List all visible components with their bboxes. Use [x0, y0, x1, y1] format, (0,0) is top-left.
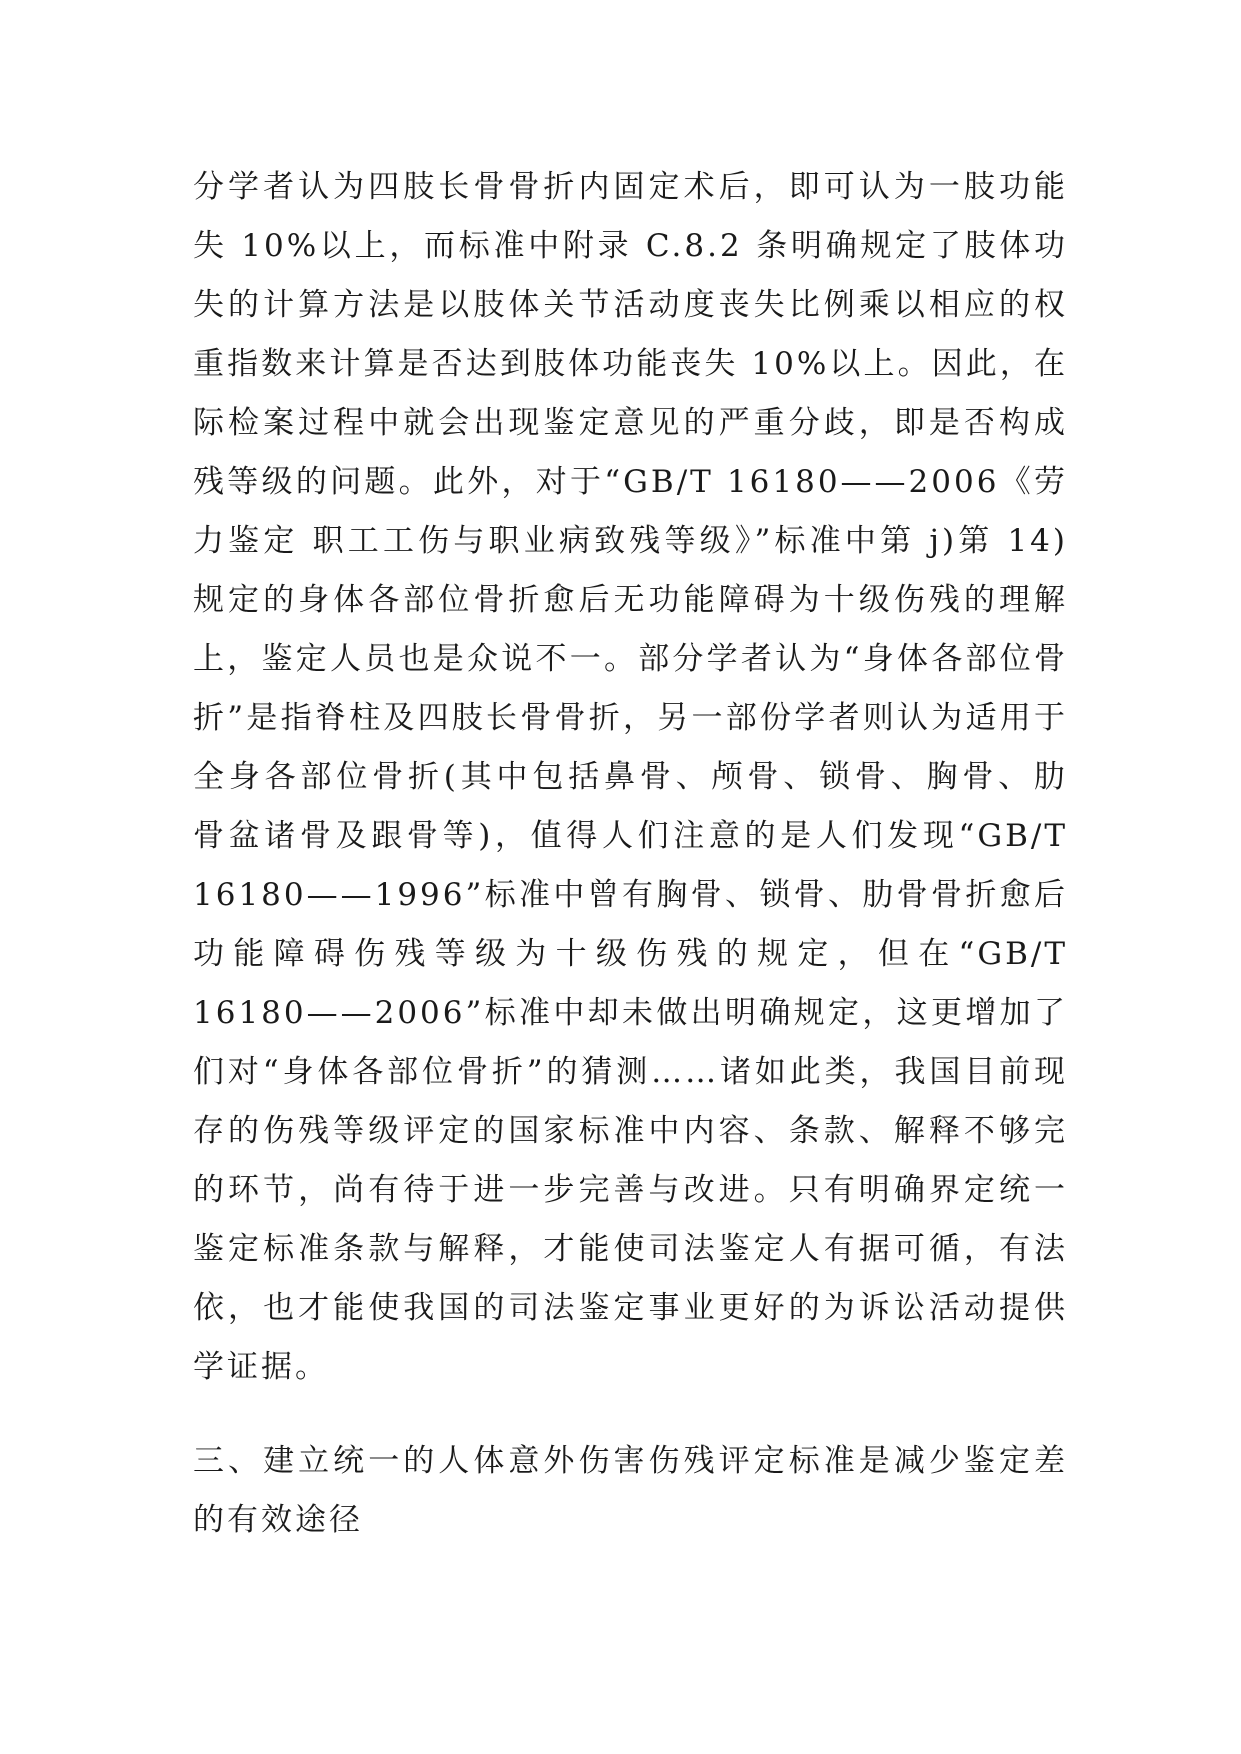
paragraph-line: 重指数来计算是否达到肢体功能丧失 10%以上。因此，在: [193, 346, 1068, 382]
paragraph-line: 失 10%以上，而标准中附录 C.8.2 条明确规定了肢体功: [193, 228, 1068, 264]
paragraph-line: 际检案过程中就会出现鉴定意见的严重分歧，即是否构成: [193, 405, 1068, 441]
heading-line-last: 的有效途径: [193, 1502, 363, 1538]
section-heading: [193, 1432, 1068, 1550]
paragraph-line: 分学者认为四肢长骨骨折内固定术后，即可认为一肢功能: [193, 169, 1068, 205]
paragraph-line: 失的计算方法是以肢体关节活动度丧失比例乘以相应的权: [193, 287, 1068, 323]
paragraph-line-last: 学证据。: [193, 1349, 329, 1385]
paragraph-line: 鉴定标准条款与解释，才能使司法鉴定人有据可循，有法: [193, 1231, 1068, 1267]
paragraph-line: 存的伤残等级评定的国家标准中内容、条款、解释不够完: [193, 1113, 1068, 1149]
paragraph-line: 功能障碍伤残等级为十级伤残的规定，但在“GB/T: [193, 936, 1068, 972]
paragraph-line: 16180——2006”标准中却未做出明确规定，这更增加了: [193, 995, 1068, 1031]
paragraph-line: 的环节，尚有待于进一步完善与改进。只有明确界定统一: [193, 1172, 1068, 1208]
paragraph-line: 规定的身体各部位骨折愈后无功能障碍为十级伤残的理解: [193, 582, 1068, 618]
paragraph-line: 上，鉴定人员也是众说不一。部分学者认为“身体各部位骨: [193, 641, 1068, 677]
paragraph-line: 残等级的问题。此外，对于“GB/T 16180——2006《劳: [193, 464, 1068, 500]
heading-line: 三、建立统一的人体意外伤害伤残评定标准是减少鉴定差: [193, 1443, 1068, 1479]
paragraph-line: 依，也才能使我国的司法鉴定事业更好的为诉讼活动提供: [193, 1290, 1068, 1326]
body-paragraph: [193, 158, 1068, 1397]
paragraph-line: 们对“身体各部位骨折”的猜测……诸如此类，我国目前现: [193, 1054, 1068, 1090]
paragraph-line: 力鉴定 职工工伤与职业病致残等级》”标准中第 j)第 14): [193, 523, 1068, 559]
paragraph-line: 16180——1996”标准中曾有胸骨、锁骨、肋骨骨折愈后: [193, 877, 1068, 913]
paragraph-line: 骨盆诸骨及跟骨等)，值得人们注意的是人们发现“GB/T: [193, 818, 1068, 854]
paragraph-line: 全身各部位骨折(其中包括鼻骨、颅骨、锁骨、胸骨、肋: [193, 759, 1068, 795]
paragraph-line: 折”是指脊柱及四肢长骨骨折，另一部份学者则认为适用于: [193, 700, 1068, 736]
